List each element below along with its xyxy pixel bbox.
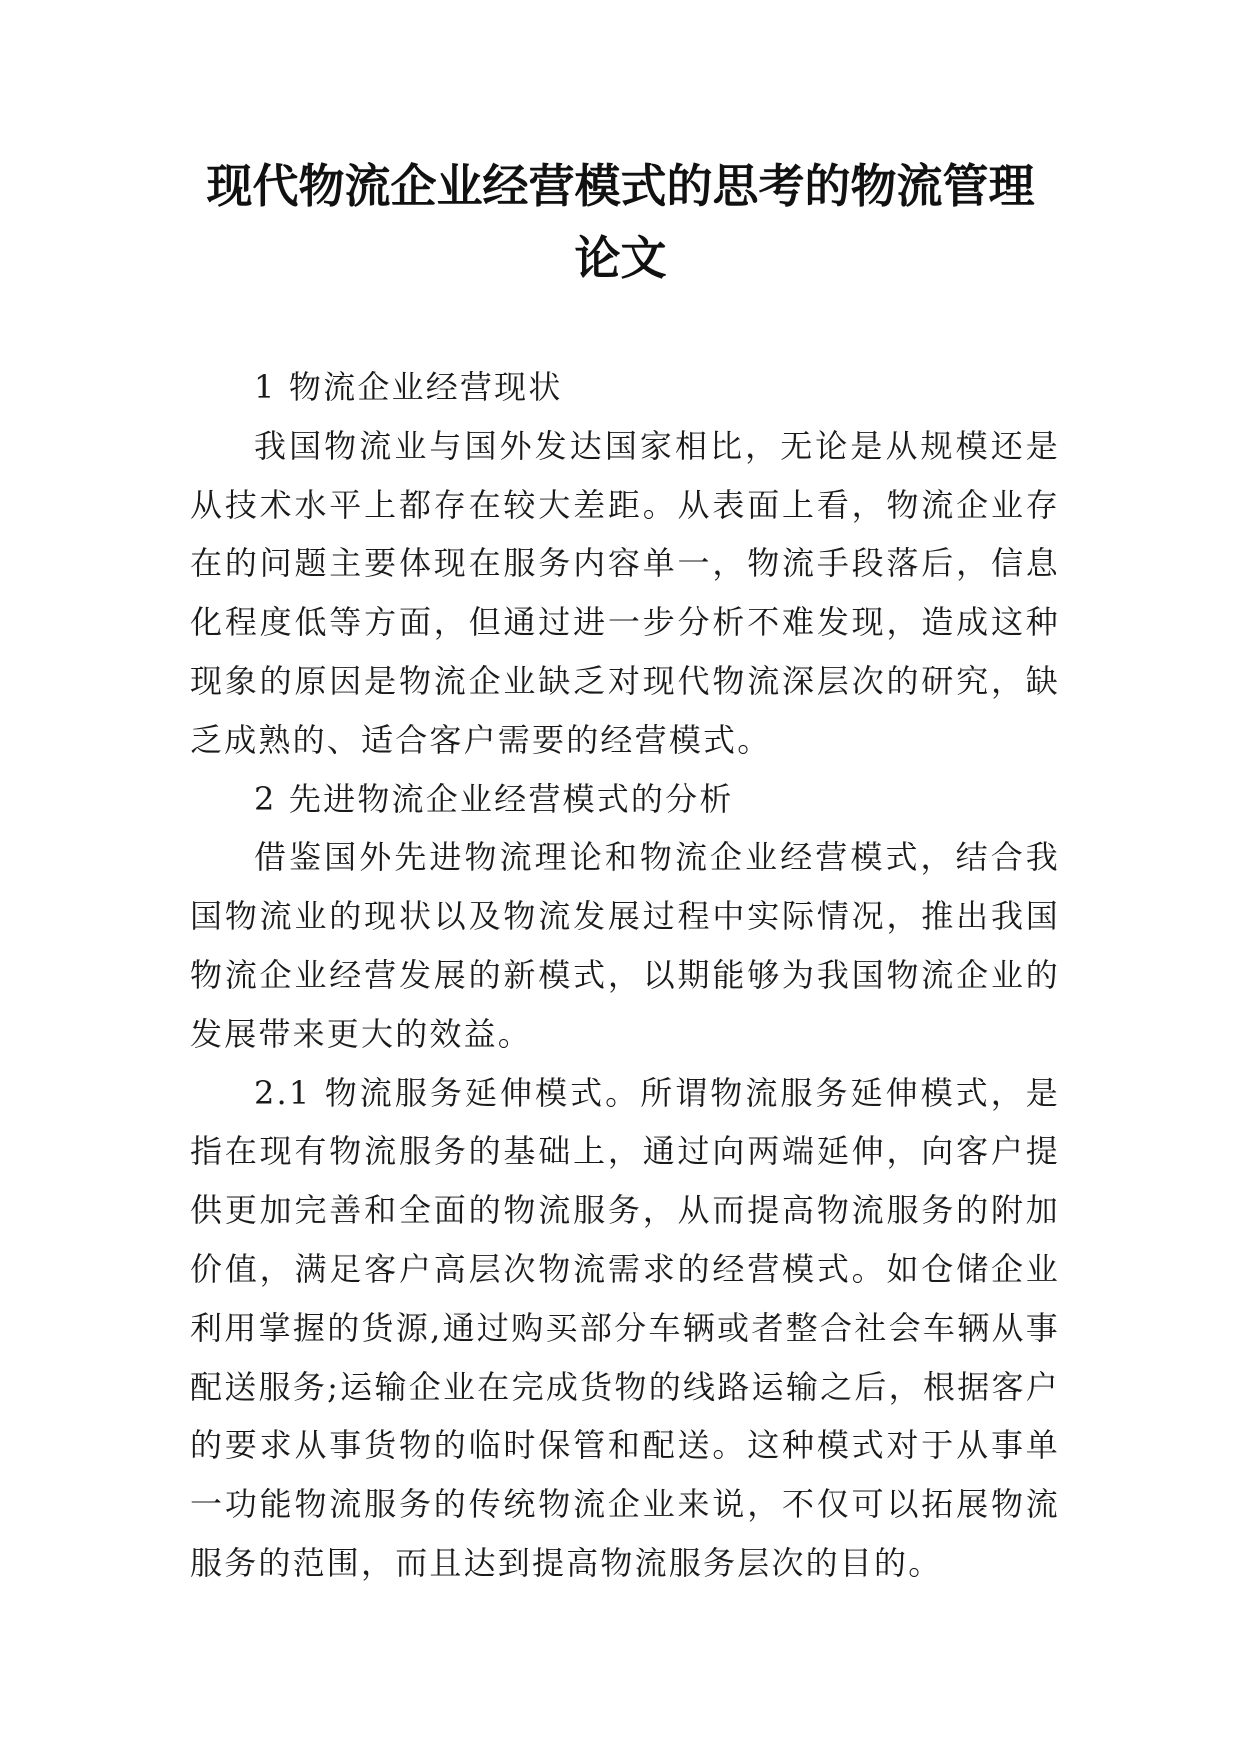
section-heading: 2 先进物流企业经营模式的分析 xyxy=(254,779,734,818)
document-body xyxy=(190,358,1060,1593)
title-line: 现代物流企业经营模式的思考的物流管理 xyxy=(206,159,1035,213)
section-heading: 1 物流企业经营现状 xyxy=(254,368,563,406)
document-title xyxy=(160,150,1081,294)
body-paragraph: 2.1 物流服务延伸模式。所谓物流服务延伸模式，是指在现有物流服务的基础上，通过向两端延伸，向客户提供更加完善和全面的物流服务，从而提高物流服务的附加价值，满足客户高层次物流需求的经营模式。如仓储企业利用掌握的货源,通过购买部分车辆或者整合社会车辆从事配送服务;运输企业在完成货物的线路运输之后，根据客户的要求从事货物的临时保管和配送。这种模式对于从事单一功能物流服务的传统物流企业来说，不仅可以拓展物流服务的范围，而且达到提高物流服务层次的目的。 xyxy=(190,1073,1060,1582)
title-line: 论文 xyxy=(574,231,667,285)
body-paragraph: 借鉴国外先进物流理论和物流企业经营模式，结合我国物流业的现状以及物流发展过程中实际情况，推出我国物流企业经营发展的新模式，以期能够为我国物流企业的发展带来更大的效益。 xyxy=(190,838,1060,1053)
body-paragraph: 我国物流业与国外发达国家相比，无论是从规模还是从技术水平上都存在较大差距。从表面上看，物流企业存在的问题主要体现在服务内容单一，物流手段落后，信息化程度低等方面，但通过进一步分析不难发现，造成这种现象的原因是物流企业缺乏对现代物流深层次的研究，缺乏成熟的、适合客户需要的经营模式。 xyxy=(190,426,1060,759)
